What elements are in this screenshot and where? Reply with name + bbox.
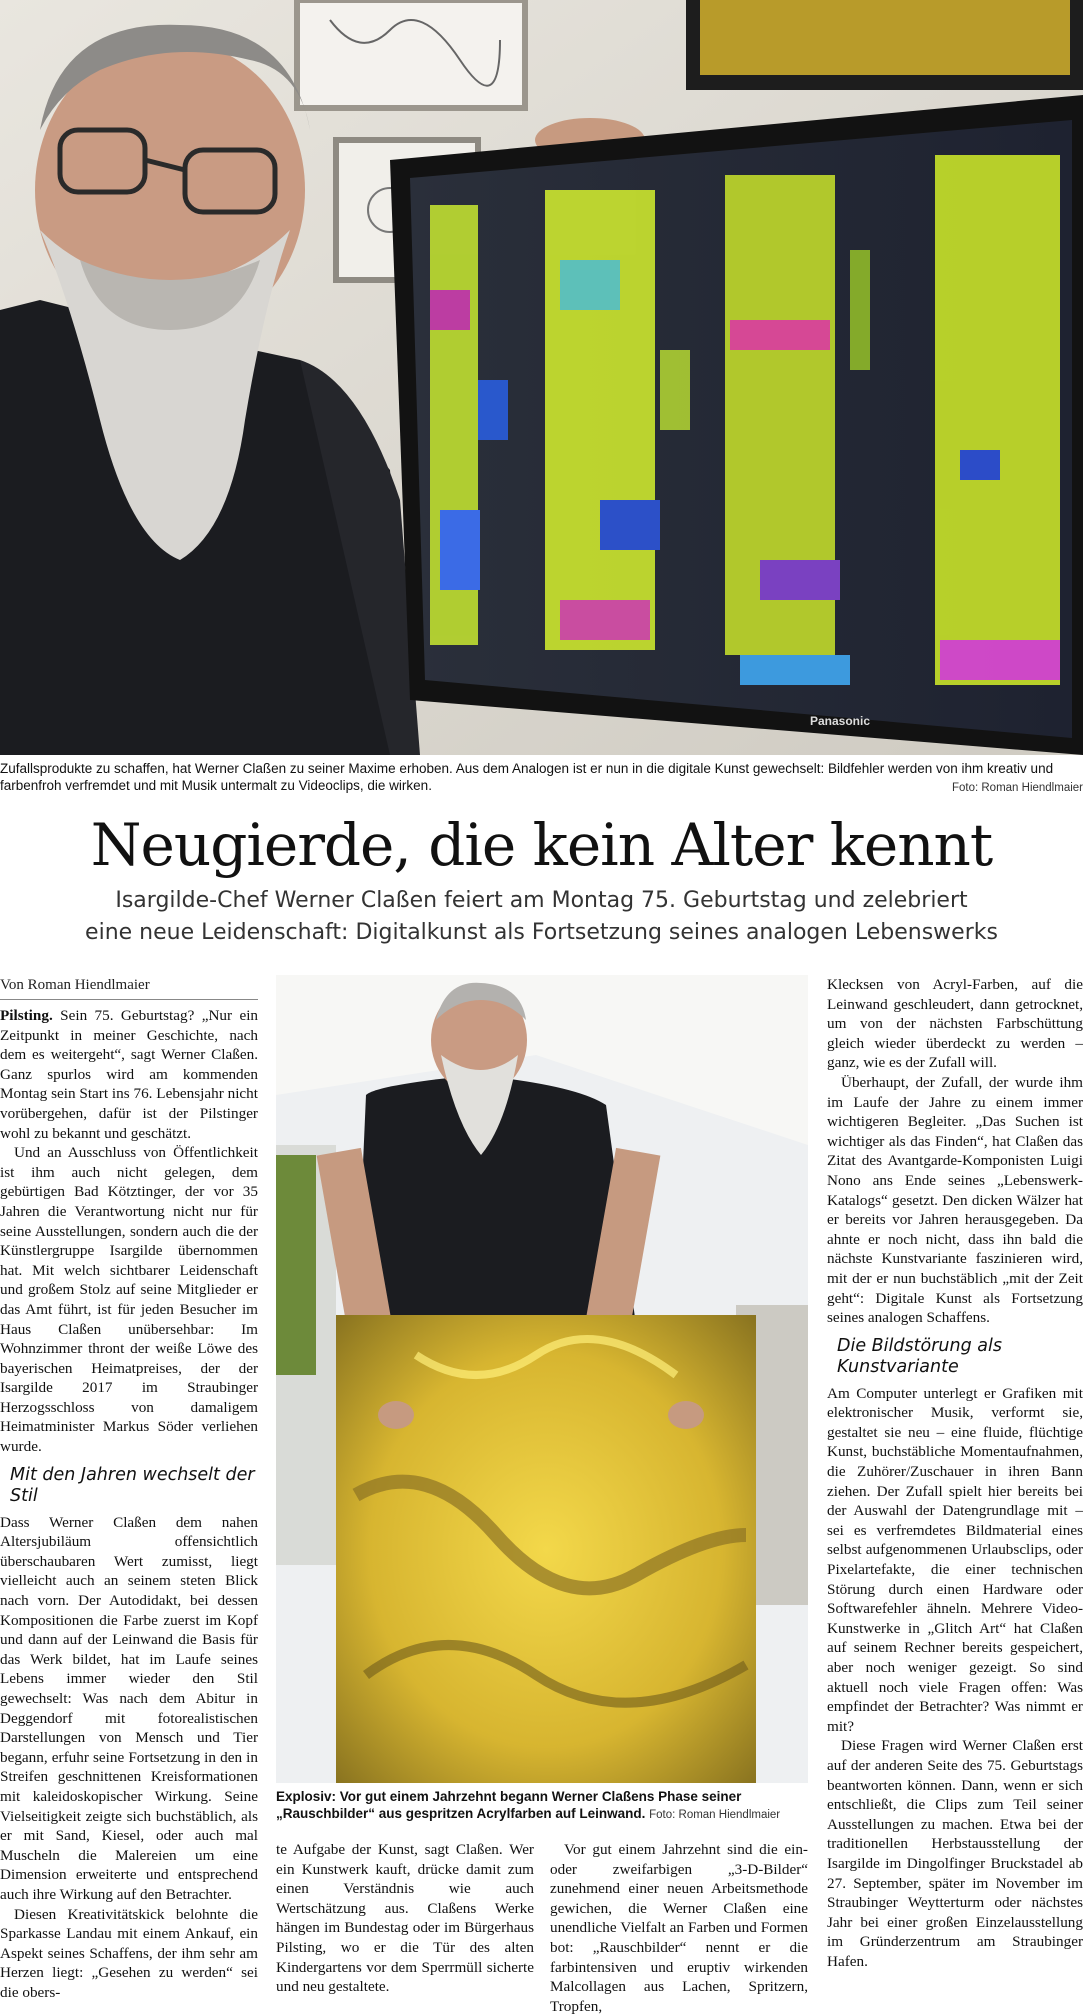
paragraph: Diesen Kreativitätskick belohnte die Sparkasse Landau mit einem Ankauf, ein Aspekt seines Schaffens, der ihm sehr am Herzen liegt: „Gesehen zu werden“ sei die obers- [0,1905,258,2001]
paragraph: Am Computer unterlegt er Grafiken mit elektronischer Musik, verformt sie, gestaltet sie neu – eine fluide, flüchtige Kunst, buchstäbliche Momentaufnahmen, die Zuhörer/Zuschauer in ihren Bann ziehen. Der Zufall spielt hier bereits bei der Auswahl der Datengrundlage mit – sei es verfremdetes Bildmaterial eines selbst aufgenommenen Urlaubsclips, oder Pixelartefakte, die einer technischen Störung durch einen Hardware oder Softwarefehler ähneln. Mehrere Video-Kunstwerke in „Glitch Art“ hat Claßen auf seinem Rechner bereits gespeichert, aber noch weniger gezeigt. So sind aktuell noch viele Fragen offen: Was empfindet der Betrachter? Was nimmt er mit? [827,1384,1083,1735]
middle-caption-text: Explosiv: Vor gut einem Jahrzehnt begann Werner Claßens Phase seiner „Rauschbilder“ aus gespritzen Acrylfarben auf Leinwand. [276,1789,742,1821]
subhead-line-1: Isargilde-Chef Werner Claßen feiert am Montag 75. Geburtstag und zelebriert [115,888,968,913]
top-photo-credit: Foto: Roman Hiendlmaier [951,782,1083,794]
subheadline [20,885,1063,949]
top-caption-text: Zufallsprodukte zu schaffen, hat Werner Claßen zu seiner Maxime erhoben. Aus dem Analogen ist er nun in die digitale Kunst gewechselt: Bildfehler werden von ihm kreativ und farbenfroh verfremdet und mit Musik untermalt zu Videoclips, die wirken. [0,761,1054,793]
dateline-place: Pilsting. [0,1007,53,1024]
article-column-1 [0,975,258,2003]
article-column-3 [827,975,1083,1972]
article-column-2a [276,1840,534,1997]
paragraph-text: Sein 75. Geburtstag? „Nur ein Zeitpunkt in meiner Geschichte, nach dem es weitergeht“, sagt Werner Claßen. Ganz spurlos wird am kommenden Montag sein Start ins 76. Lebensjahr nicht vorübergehen, dafür ist der Pilstinger wohl zu bekannt und geschätzt. [0,1007,259,1142]
photo-man-with-monitor [0,0,1083,755]
byline: Von Roman Hiendlmaier [0,975,258,1000]
top-photo-caption [0,760,1083,800]
paragraph: Klecksen von Acryl-Farben, auf die Leinwand geschleudert, dann getrocknet, um von der nächsten Farbschüttung gleich wieder überdeckt zu werden – ganz, wie es der Zufall will. [827,976,1083,1072]
paragraph: Diese Fragen wird Werner Claßen erst auf der anderen Seite des 75. Geburtstags beantworten können. Dann, wenn er sich entschließt, die Clips zum Teil seiner Ausstellungen zu machen. Etwa bei der traditionellen Herbstausstellung der Isargilde im Dingolfinger Bruckstadel ab 27. September, später im November im Straubinger Weytterturm oder nächstes Jahr bei einer großen Einzelausstellung im Gründerzentrum am Straubinger Hafen. [827,1737,1083,1970]
section-heading: Die Bildstörung als Kunstvariante [837,1335,1002,1377]
paragraph: Dass Werner Claßen dem nahen Altersjubiläum offensichtlich überschaubaren Wert zumisst, liegt vielleicht auch an seinem steten Blick nach vorn. Der Autodidakt, bei dessen Kompositionen die Farbe zuerst im Kopf und dann auf der Leinwand die Basis für das Werk bildet, hat im Laufe seines Lebens immer wieder den Stil gewechselt: Was nach dem Abitur in Deggendorf mit fotorealistischen Darstellungen von Mensch und Tier begann, erfuhr seine Fortsetzung in den in Streifen geschnittenen Kreisformationen mit kaleidoskopischer Wirkung. Seine Vielseitigkeit zeigte sich buchstäblich, als er mit Sand, Kiesel, oder auch mal Muscheln die Malereien um eine Dimension erweiterte und entsprechend auch ihre Wirkung auf den Betrachter. [0,1513,258,1903]
middle-photo-caption [276,1788,808,1824]
article-column-2b [550,1840,808,2016]
section-heading: Mit den Jahren wechselt der Stil [10,1464,255,1506]
paragraph: Überhaupt, der Zufall, der wurde ihm im Laufe der Jahre zu einem immer wichtigeren Begleiter. „Das Suchen ist wichtiger als das Finden“, hat Claßen das Zitat des Avantgarde-Komponisten Luigi Nono ans Ende seines „Lebenswerk-Katalogs“ gesetzt. Den dicken Wälzer hat er bereits vor Jahren herausgegeben. Da ahnte er noch nicht, dass ihn bald die nächste Kunstvariante faszinieren wird, mit der er nun buchstäblich „mit der Zeit geht“: Digitale Kunst als Fortsetzung seines analogen Schaffens. [827,1073,1083,1327]
middle-photo-credit: Foto: Roman Hiendlmaier [649,1809,781,1821]
photo-man-with-painting [276,975,808,1783]
monitor-brand-label: Panasonic [810,714,871,728]
paragraph: Vor gut einem Jahrzehnt sind die ein- oder zweifarbigen „3-D-Bilder“ zunehmend einer neuen Arbeitsmethode gewichen, die Werner Claßen eine unendliche Vielfalt an Farben und Formen bot: „Rauschbilder“ nennt er die farbintensiven und eruptiv wirkenden Malcollagen aus Lachen, Spritzern, Tropfen, [550,1841,808,2015]
paragraph: te Aufgabe der Kunst, sagt Claßen. Wer ein Kunstwerk kauft, drücke damit zum einen Verständnis wie auch Wertschätzung aus. Claßens Werke hängen im Bundestag oder im Bürgerhaus Pilsting, wo er die Tür des alten Kindergartens vor dem Sperrmüll sicherte und neu gestaltete. [276,1841,534,1996]
subhead-line-2: eine neue Leidenschaft: Digitalkunst als Fortsetzung seines analogen Lebenswerks [85,920,998,945]
headline: Neugierde, die kein Alter kennt [90,811,993,879]
paragraph: Und an Ausschluss von Öffentlichkeit ist ihm auch nicht gelegen, dem gebürtigen Bad Kötztinger, der vor 35 Jahren die Verantwortung nicht nur für seine Ausstellungen, sondern auch die der Künstlergruppe Isargilde übernommen hat. Mit welch sichtbarer Leidenschaft und großem Stolz auf seine Mitglieder er das Amt führt, ist für jeden Besucher im Haus Claßen unübersehbar: Im Wohnzimmer thront der weiße Löwe des bayerischen Heimatpreises, der der Isargilde 2017 im Straubinger Herzogsschloss von damaligem Heimatminister Markus Söder verliehen wurde. [0,1144,258,1456]
top-photo [0,0,1083,755]
paragraph [0,1006,258,1143]
middle-photo [276,975,808,1783]
